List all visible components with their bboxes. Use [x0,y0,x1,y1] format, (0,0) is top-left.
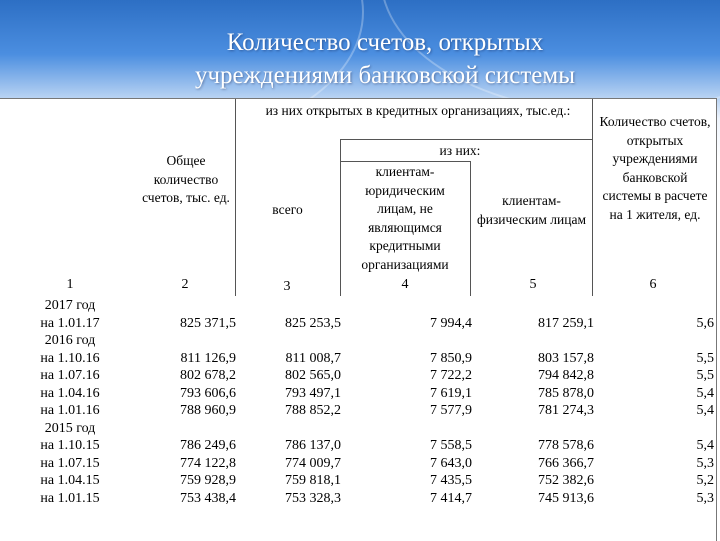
column-individuals [480,297,594,507]
table-cell: 759 928,9 [180,473,236,488]
date-label: на 1.01.16 [40,403,100,418]
header-all: всего [272,202,303,217]
column-number: 2 [181,277,189,292]
header-total-accounts: Общее количество счетов, тыс. ед. [142,153,230,205]
table-cell: 793 606,6 [180,385,236,401]
table-cell: 745 913,6 [538,490,594,506]
table-cell: 759 818,1 [285,473,341,488]
title-line-2: учреждениями банковской системы [194,62,575,89]
table-divider [340,161,470,162]
year-label: 2015 год [44,420,96,436]
table-cell: 825 253,5 [285,315,341,331]
table-cell: 5,6 [696,315,714,331]
date-label: на 1.10.16 [40,350,100,366]
table-cell: 788 960,9 [180,403,236,418]
header-legal-entities: клиентам-юридическим лицам, не являющимся кредитными организациями [361,164,449,272]
title-line-1: Количество счетов, открытых [226,29,544,56]
column-number: 3 [283,279,291,294]
table-divider [340,139,592,140]
date-label: на 1.04.15 [40,473,100,488]
table-divider [592,99,593,296]
table-cell: 817 259,1 [538,315,594,331]
table-divider [235,99,236,296]
date-label: на 1.01.17 [40,315,100,331]
table-cell: 5,3 [696,490,714,506]
table-cell: 774 122,8 [180,455,236,471]
table-cell: 793 497,1 [285,385,341,401]
table-cell: 5,4 [696,438,714,453]
accounts-table [0,98,717,541]
table-cell: 5,3 [696,455,714,471]
column-total [130,297,236,507]
table-cell: 7 850,9 [430,350,472,366]
table-cell: 7 435,5 [430,473,472,488]
table-cell: 802 565,0 [285,368,341,383]
table-cell: 788 852,2 [285,403,341,418]
column-per-capita [600,297,714,507]
header-credit-organizations: из них открытых в кредитных организациях, тыс.ед.: [265,103,571,118]
table-cell: 7 577,9 [430,403,472,418]
table-cell: 7 414,7 [430,490,472,506]
date-label: на 1.04.16 [40,385,100,401]
table-cell: 753 328,3 [285,490,341,506]
table-cell: 5,5 [696,350,714,366]
table-cell: 786 249,6 [180,438,236,453]
table-cell: 5,5 [696,368,714,383]
column-period [20,297,120,507]
header-per-capita: Количество счетов, открытых учреждениями банковской системы в расчете на 1 жителя, ед. [599,114,711,222]
table-cell: 766 366,7 [538,455,594,471]
table-cell: 802 678,2 [180,368,236,383]
table-cell: 753 438,4 [180,490,236,506]
table-cell: 7 619,1 [430,385,472,401]
table-cell: 7 994,4 [430,315,472,331]
table-cell: 794 842,8 [538,368,594,383]
table-cell: 825 371,5 [180,315,236,331]
year-label: 2017 год [44,298,96,313]
table-cell: 5,4 [696,403,714,418]
column-number: 6 [649,277,657,292]
table-cell: 5,4 [696,385,714,401]
column-number: 1 [66,277,74,292]
column-legal-entities [350,297,472,507]
date-label: на 1.01.15 [40,490,100,506]
table-cell: 7 722,2 [430,368,472,383]
table-cell: 752 382,6 [538,473,594,488]
header-individuals: клиентам-физическим лицам [476,193,587,227]
column-number: 5 [529,277,537,292]
table-cell: 7 558,5 [430,438,472,453]
table-cell: 781 274,3 [538,403,594,418]
table-cell: 7 643,0 [430,455,472,471]
date-label: на 1.10.15 [40,438,100,453]
year-label: 2016 год [44,333,96,348]
table-cell: 778 578,6 [538,438,594,453]
table-divider [340,139,341,296]
column-all [240,297,341,507]
table-cell: 5,2 [696,473,714,488]
table-cell: 785 878,0 [538,385,594,401]
table-cell: 803 157,8 [538,350,594,366]
slide-title [90,26,680,92]
table-cell: 786 137,0 [285,438,341,453]
column-number: 4 [401,277,409,292]
table-divider [470,161,471,296]
date-label: на 1.07.15 [40,455,100,471]
table-cell: 774 009,7 [285,455,341,471]
table-cell: 811 126,9 [180,350,236,366]
date-label: на 1.07.16 [40,368,100,383]
header-of-them: из них: [439,143,481,158]
table-cell: 811 008,7 [285,350,341,366]
